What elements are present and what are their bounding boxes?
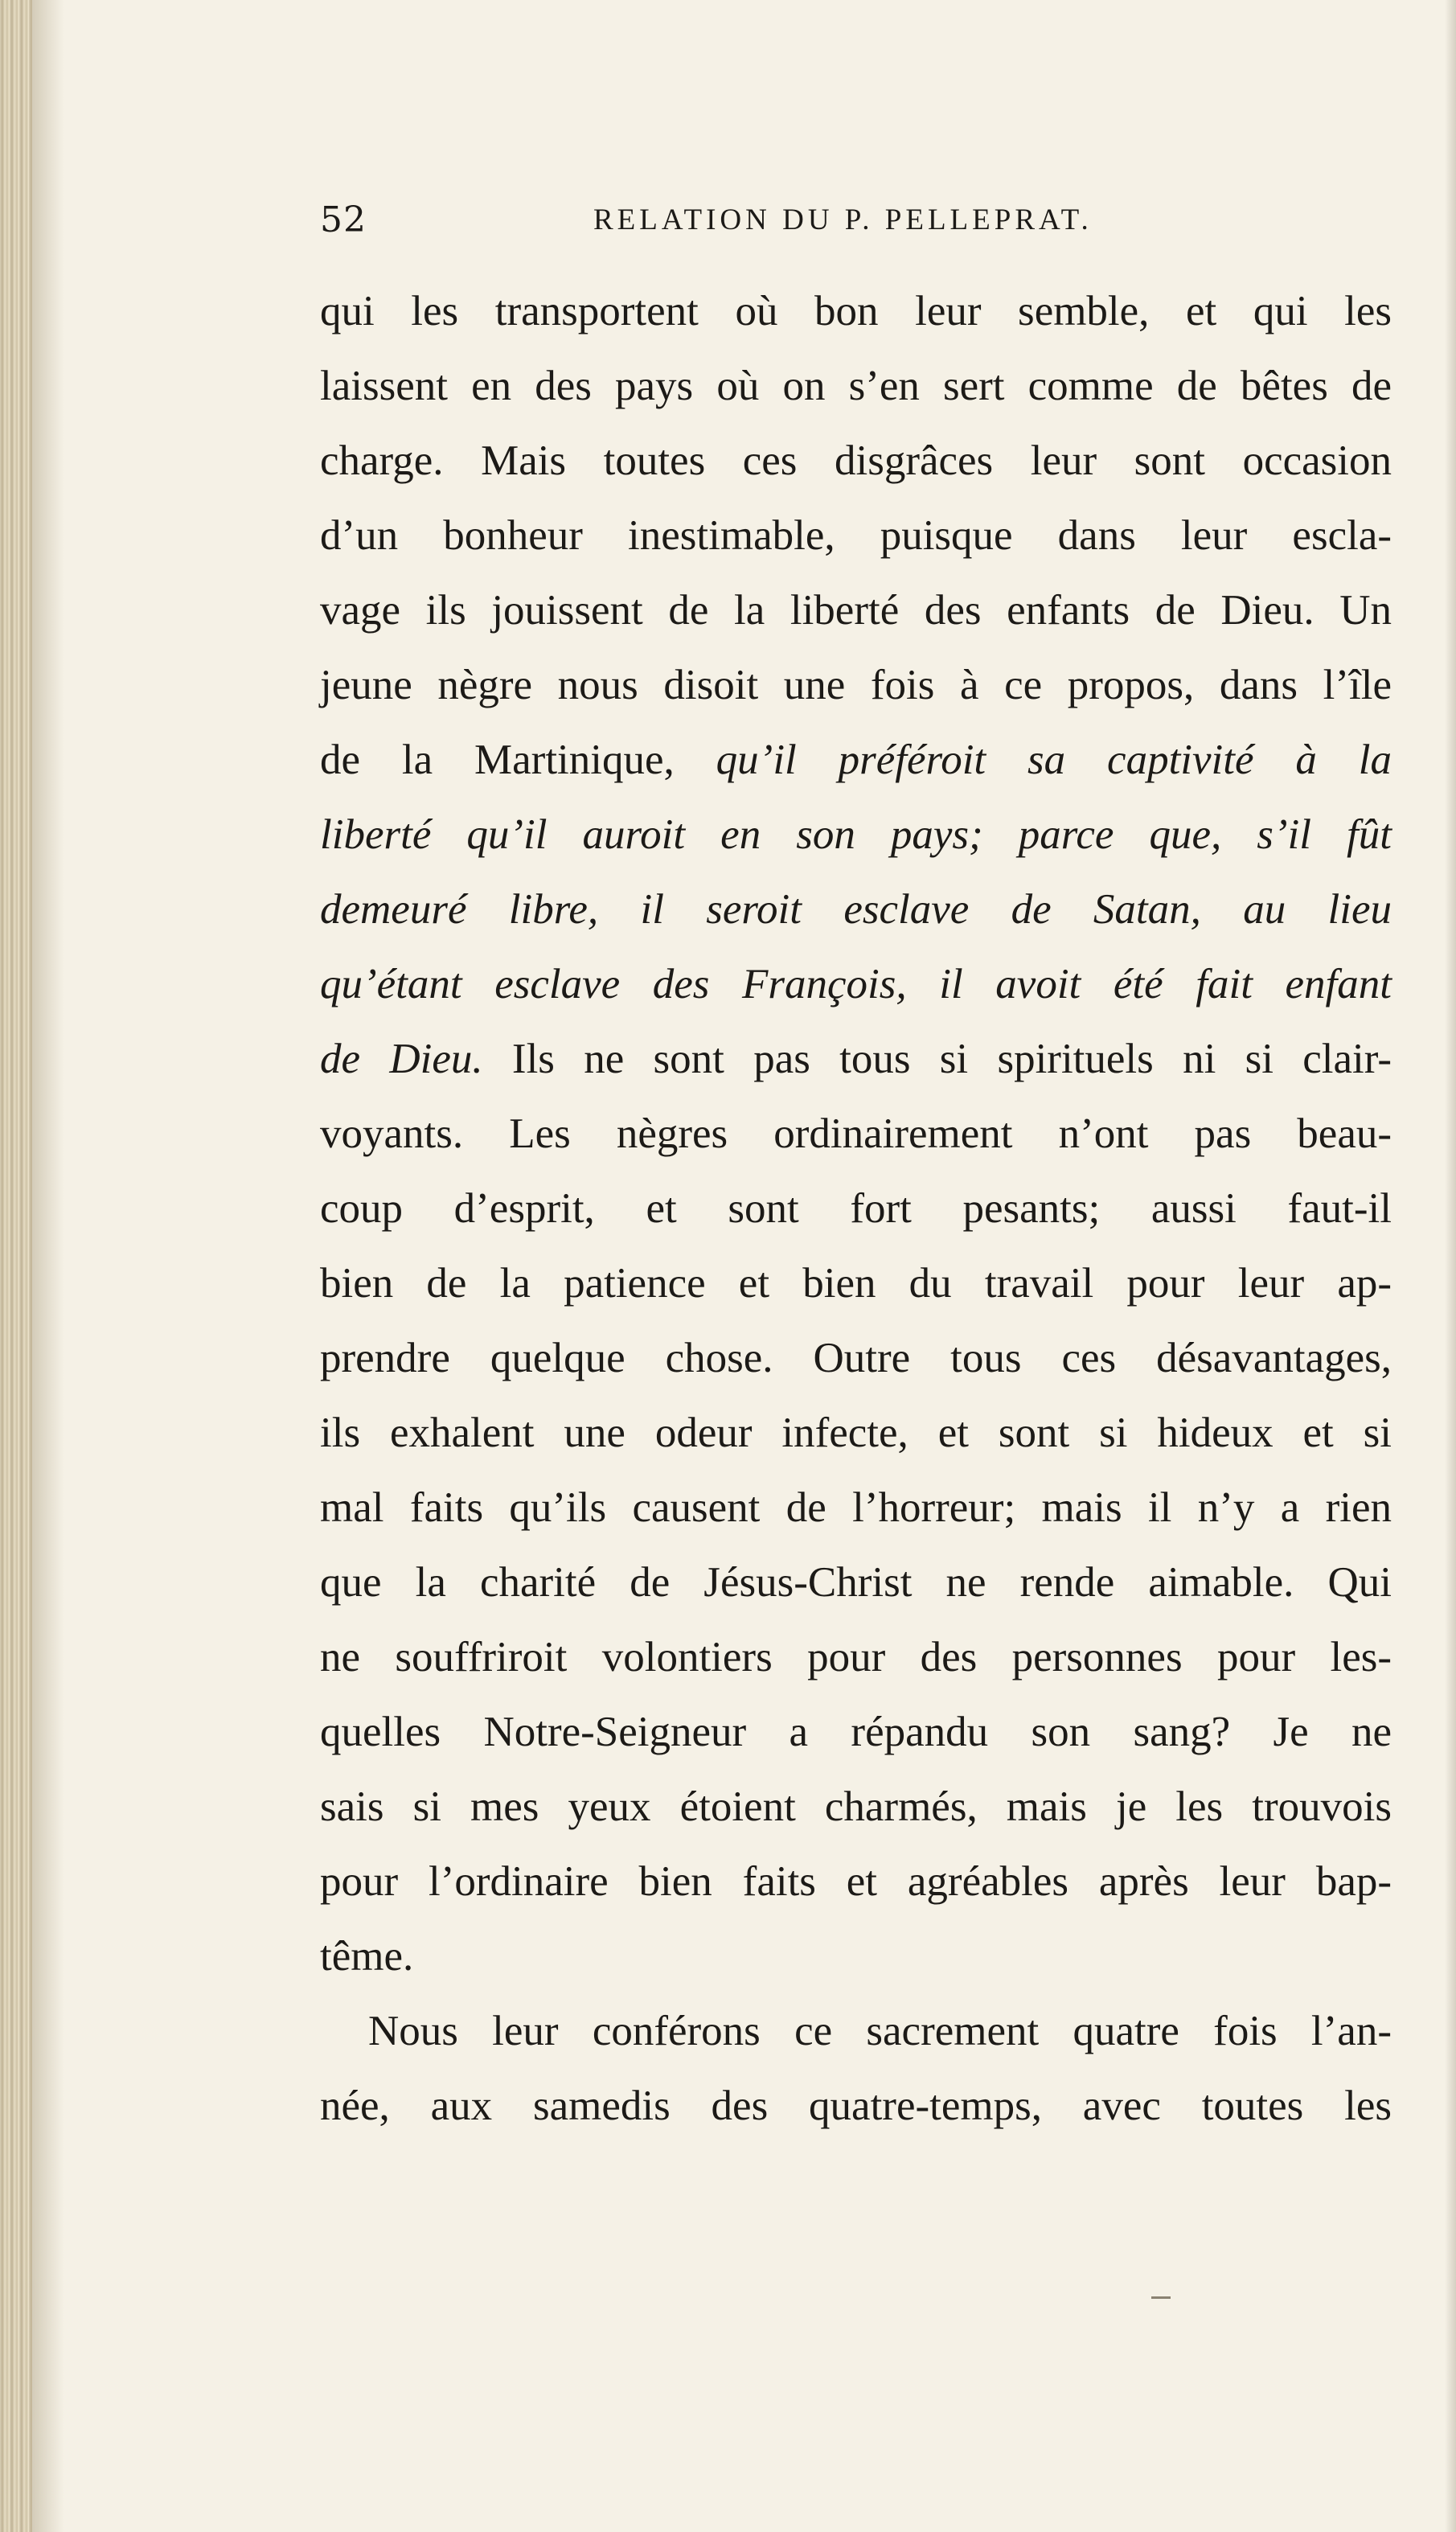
italic-quote: qu’étant esclave des François, il avoit été fait enfant <box>320 961 1392 1007</box>
italic-quote: demeuré libre, il seroit esclave de Satan, au lieu <box>320 886 1392 933</box>
text-line: qui les transportent où bon leur semble, et qui les <box>320 288 1392 334</box>
italic-quote: de Dieu. <box>320 1036 483 1082</box>
text-line: coup d’esprit, et sont fort pesants; aussi faut-il <box>320 1185 1392 1232</box>
text-fragment: de la Martinique, <box>320 737 675 783</box>
text-line-mixed <box>320 1022 1392 1097</box>
text-line: née, aux samedis des quatre-temps, avec toutes les <box>320 2083 1392 2129</box>
text-line: pour l’ordinaire bien faits et agréables après leur bap- <box>320 1858 1392 1905</box>
text-line: laissent en des pays où on s’en sert comme de bêtes de <box>320 363 1392 409</box>
text-line: Nous leur conférons ce sacrement quatre fois l’an- <box>368 2008 1392 2054</box>
italic-quote-line <box>320 798 1392 872</box>
page-edge <box>1445 0 1456 2532</box>
text-line: voyants. Les nègres ordinairement n’ont pas beau- <box>320 1110 1392 1157</box>
body-text <box>320 274 1392 2144</box>
text-line: sais si mes yeux étoient charmés, mais je les trouvois <box>320 1783 1392 1830</box>
text-line: bien de la patience et bien du travail pour leur ap- <box>320 1260 1392 1307</box>
text-line: que la charité de Jésus-Christ ne rende aimable. Qui <box>320 1559 1392 1606</box>
text-line: mal faits qu’ils causent de l’horreur; mais il n’y a rien <box>320 1484 1392 1531</box>
page-header <box>320 196 1392 244</box>
italic-quote: liberté qu’il auroit en son pays; parce que, s’il fût <box>320 811 1392 858</box>
text-line: d’un bonheur inestimable, puisque dans leur escla- <box>320 512 1392 559</box>
italic-quote: qu’il préféroit sa captivité à la <box>716 737 1392 783</box>
print-mark <box>1151 2296 1171 2299</box>
italic-quote-line <box>320 947 1392 1022</box>
text-line: ils exhalent une odeur infecte, et sont si hideux et si <box>320 1410 1392 1456</box>
page-number: 52 <box>320 199 367 240</box>
text-line: charge. Mais toutes ces disgrâces leur sont occasion <box>320 437 1392 484</box>
book-binding-edge <box>0 0 32 2532</box>
text-line: quelles Notre-Seigneur a répandu son sang? Je ne <box>320 1709 1392 1755</box>
gutter-shadow <box>32 0 64 2532</box>
running-title: RELATION DU P. PELLEPRAT. <box>593 203 1093 236</box>
text-line: prendre quelque chose. Outre tous ces désavantages, <box>320 1335 1392 1381</box>
text-line-mixed <box>320 723 1392 798</box>
text-fragment: Ils ne sont pas tous si spirituels ni si clair- <box>511 1036 1392 1082</box>
italic-quote-line <box>320 872 1392 947</box>
text-line: vage ils jouissent de la liberté des enfants de Dieu. Un <box>320 587 1392 634</box>
text-line: tême. <box>320 1933 414 1980</box>
text-line: ne souffriroit volontiers pour des personnes pour les- <box>320 1634 1392 1680</box>
text-line: jeune nègre nous disoit une fois à ce propos, dans l’île <box>320 662 1392 708</box>
